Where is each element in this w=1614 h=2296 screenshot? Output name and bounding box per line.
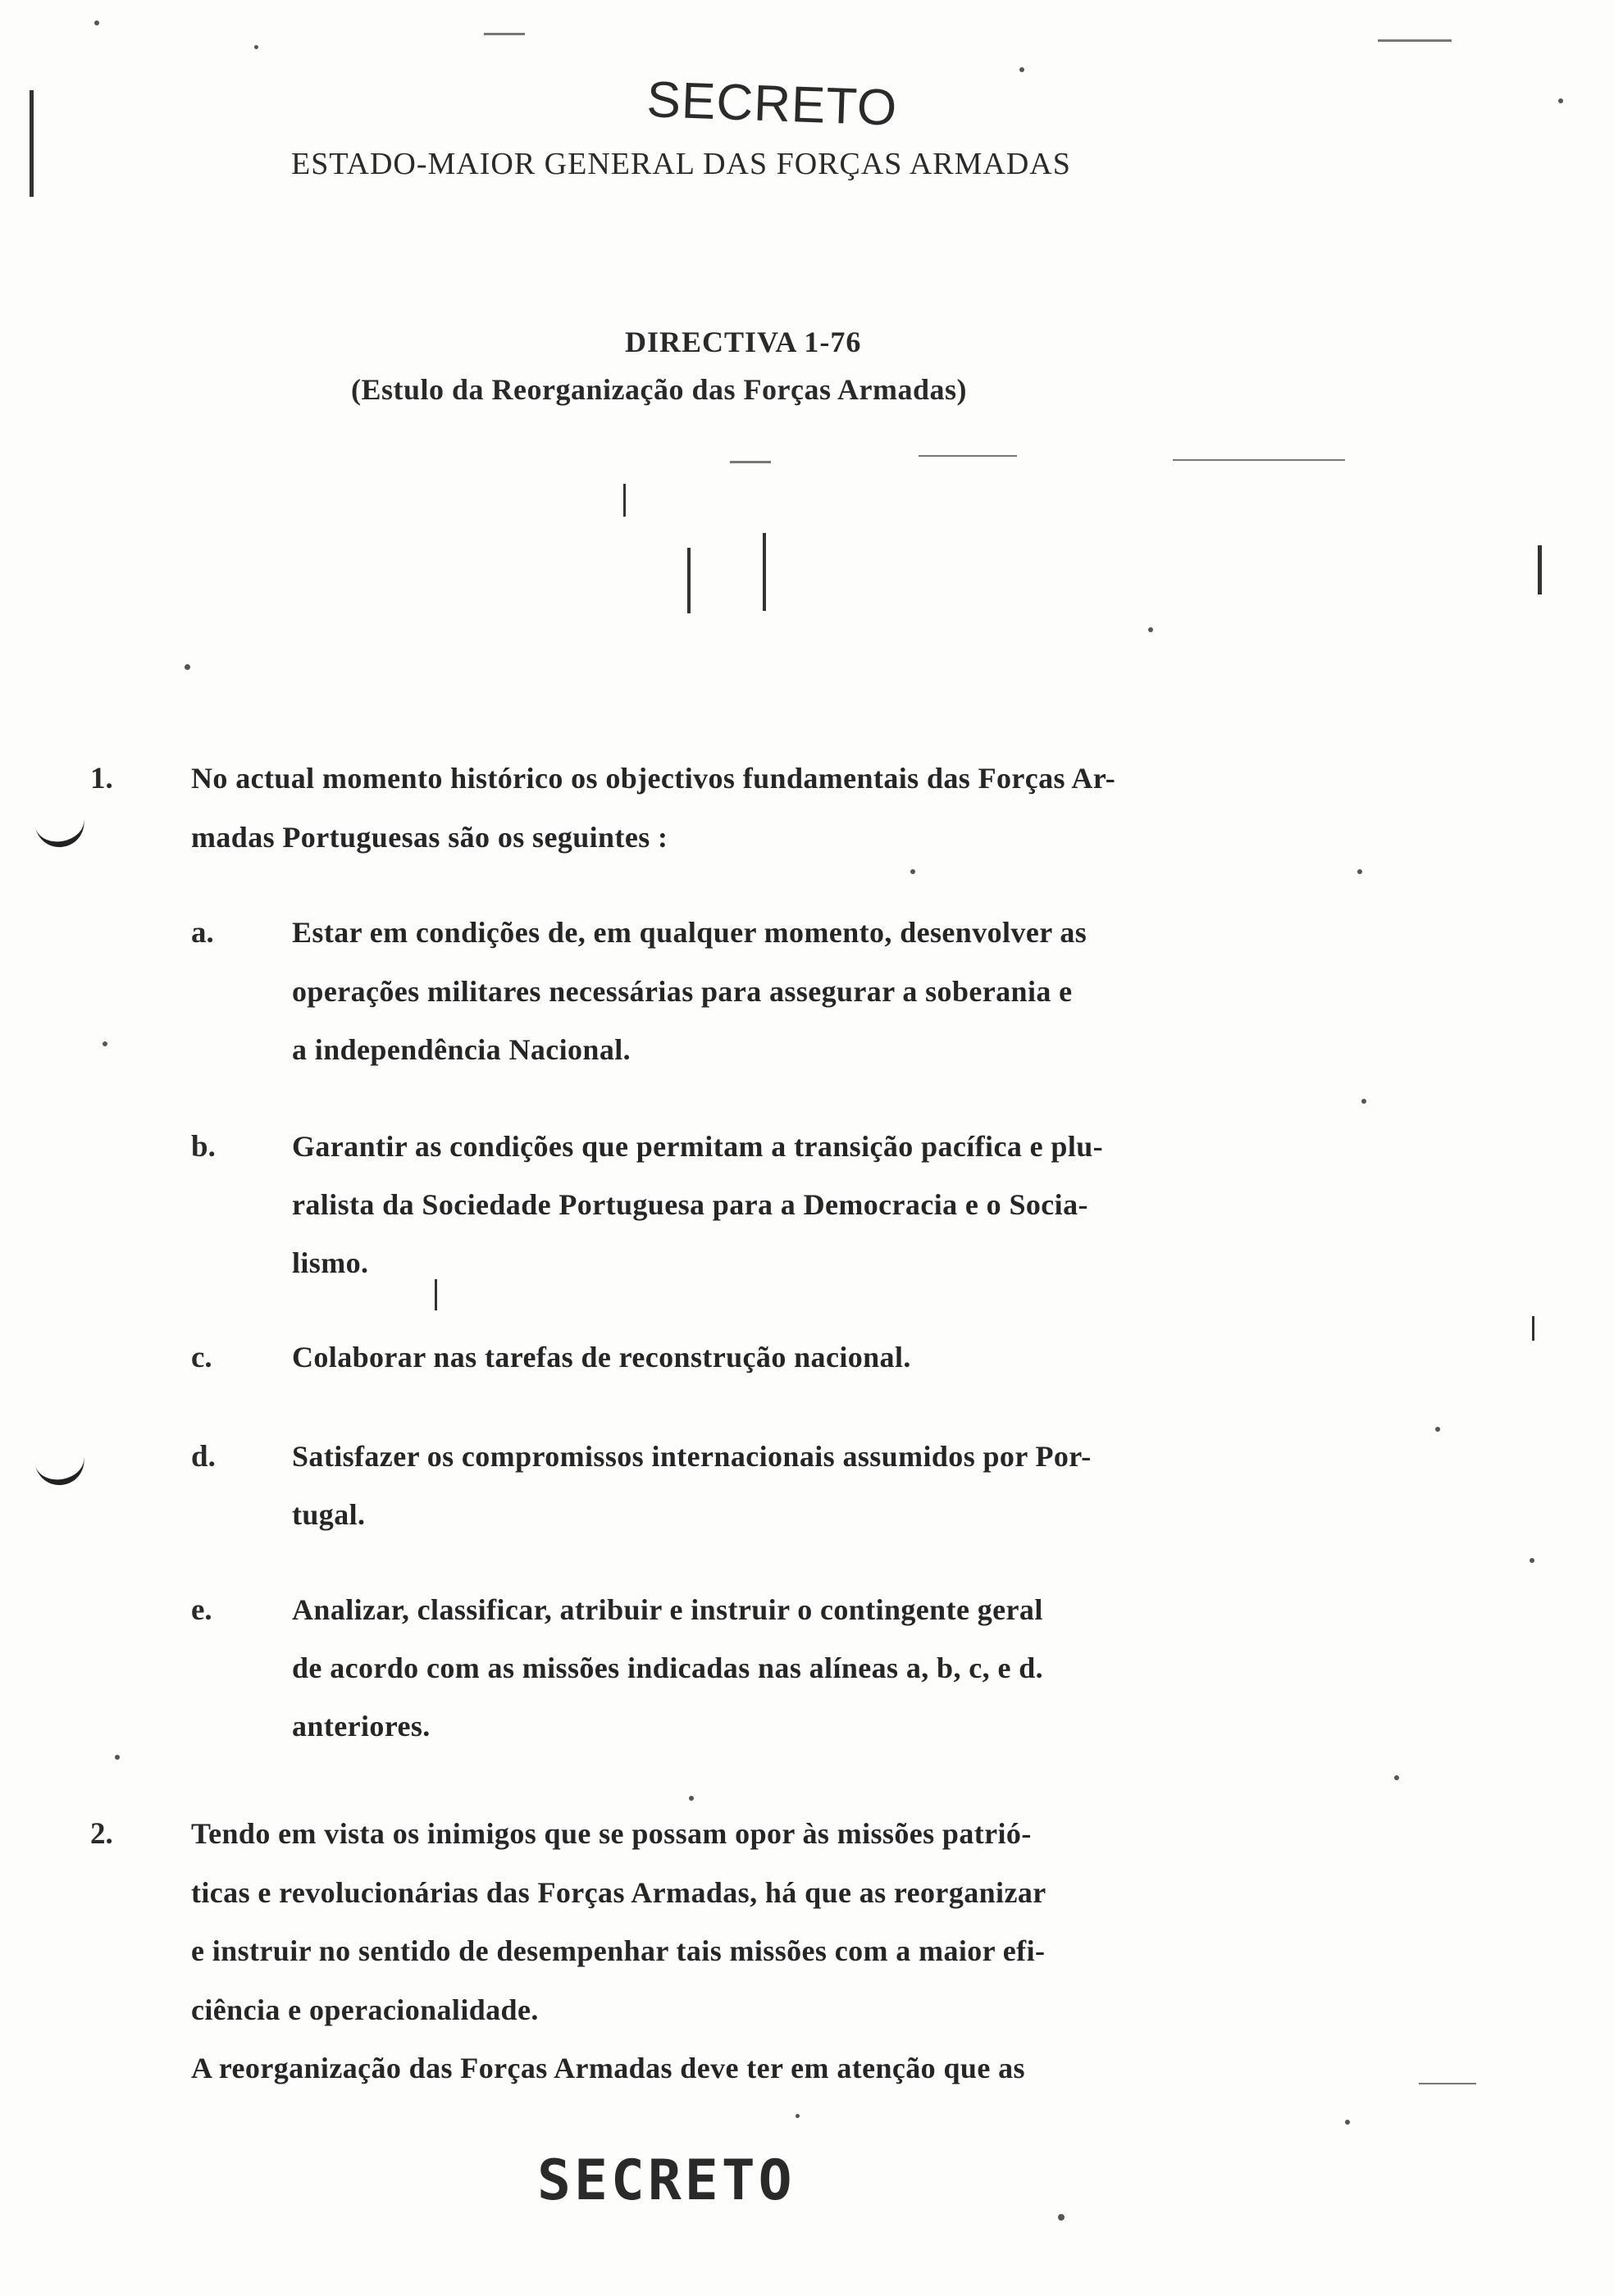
list-item-line: lismo. xyxy=(292,1246,369,1279)
scan-mark xyxy=(919,455,1017,457)
scan-speck xyxy=(1345,2120,1350,2125)
scan-speck xyxy=(94,20,99,25)
scan-speck xyxy=(115,1755,120,1760)
list-item-line: a independência Nacional. xyxy=(292,1033,631,1066)
binder-hole-mark xyxy=(34,808,89,851)
scan-mark xyxy=(1532,1316,1534,1341)
scan-mark xyxy=(484,33,525,35)
scan-speck xyxy=(1435,1427,1440,1432)
scan-speck xyxy=(910,869,915,874)
scan-speck xyxy=(1394,1775,1399,1780)
scan-mark xyxy=(1378,39,1452,42)
list-item-letter: c. xyxy=(191,1341,212,1374)
list-item-letter: d. xyxy=(191,1440,216,1474)
list-item-letter: e. xyxy=(191,1593,212,1627)
list-item-line: anteriores. xyxy=(292,1710,431,1742)
list-item-letter: b. xyxy=(191,1130,216,1164)
classification-stamp-top: SECRETO xyxy=(645,71,899,137)
scan-mark xyxy=(623,484,626,517)
scan-mark xyxy=(730,461,771,463)
scan-speck xyxy=(1357,869,1362,874)
directive-title: DIRECTIVA 1-76 xyxy=(625,326,862,358)
paragraph-line: A reorganização das Forças Armadas deve ter em atenção que as xyxy=(191,2052,1025,2084)
list-item-line: ralista da Sociedade Portuguesa para a Democracia e o Socia- xyxy=(292,1188,1088,1221)
scan-speck xyxy=(103,1041,107,1046)
paragraph-number: 2. xyxy=(90,1817,113,1851)
paragraph-line: e instruir no sentido de desempenhar tais missões com a maior efi- xyxy=(191,1934,1046,1967)
list-item-line: de acordo com as missões indicadas nas alíneas a, b, c, e d. xyxy=(292,1651,1044,1684)
paragraph-line: Tendo em vista os inimigos que se possam opor às missões patrió- xyxy=(191,1817,1032,1850)
scan-speck xyxy=(1558,98,1563,103)
scan-speck xyxy=(254,45,258,49)
scan-mark xyxy=(1538,545,1542,594)
scan-speck xyxy=(1019,67,1024,72)
scan-speck xyxy=(796,2114,800,2118)
scan-speck xyxy=(185,664,190,670)
directive-subtitle: (Estulo da Reorganização das Forças Armadas) xyxy=(351,373,967,406)
scan-speck xyxy=(1058,2214,1065,2221)
scan-speck xyxy=(1361,1099,1366,1104)
paragraph-line: ticas e revolucionárias das Forças Armadas, há que as reorganizar xyxy=(191,1876,1046,1909)
scan-mark xyxy=(763,533,766,611)
list-item-line: Satisfazer os compromissos internacionais assumidos por Por- xyxy=(292,1440,1092,1473)
list-item-line: operações militares necessárias para assegurar a soberania e xyxy=(292,975,1073,1008)
scan-mark xyxy=(1173,459,1345,461)
scan-speck xyxy=(689,1796,694,1801)
paragraph-line: madas Portuguesas são os seguintes : xyxy=(191,821,668,854)
scan-mark xyxy=(435,1279,437,1310)
scan-speck xyxy=(1148,627,1153,632)
list-item-line: Estar em condições de, em qualquer momento, desenvolver as xyxy=(292,916,1087,949)
classification-stamp-bottom: SECRETO xyxy=(537,2148,796,2213)
list-item-letter: a. xyxy=(191,916,214,950)
scan-mark xyxy=(1419,2083,1476,2084)
list-item-line: Garantir as condições que permitam a transição pacífica e plu- xyxy=(292,1130,1104,1163)
paragraph-number: 1. xyxy=(90,762,113,795)
list-item-line: Colaborar nas tarefas de reconstrução nacional. xyxy=(292,1341,911,1374)
paragraph-line: No actual momento histórico os objectivos fundamentais das Forças Ar- xyxy=(191,762,1116,795)
list-item-line: tugal. xyxy=(292,1498,366,1531)
paragraph-line: ciência e operacionalidade. xyxy=(191,1993,539,2026)
scan-mark xyxy=(687,548,691,613)
scan-speck xyxy=(1530,1558,1534,1563)
list-item-line: Analizar, classificar, atribuir e instruir o contingente geral xyxy=(292,1593,1043,1626)
scan-mark xyxy=(30,90,34,197)
organization-header: ESTADO-MAIOR GENERAL DAS FORÇAS ARMADAS xyxy=(291,147,1071,181)
binder-hole-mark xyxy=(34,1446,89,1489)
